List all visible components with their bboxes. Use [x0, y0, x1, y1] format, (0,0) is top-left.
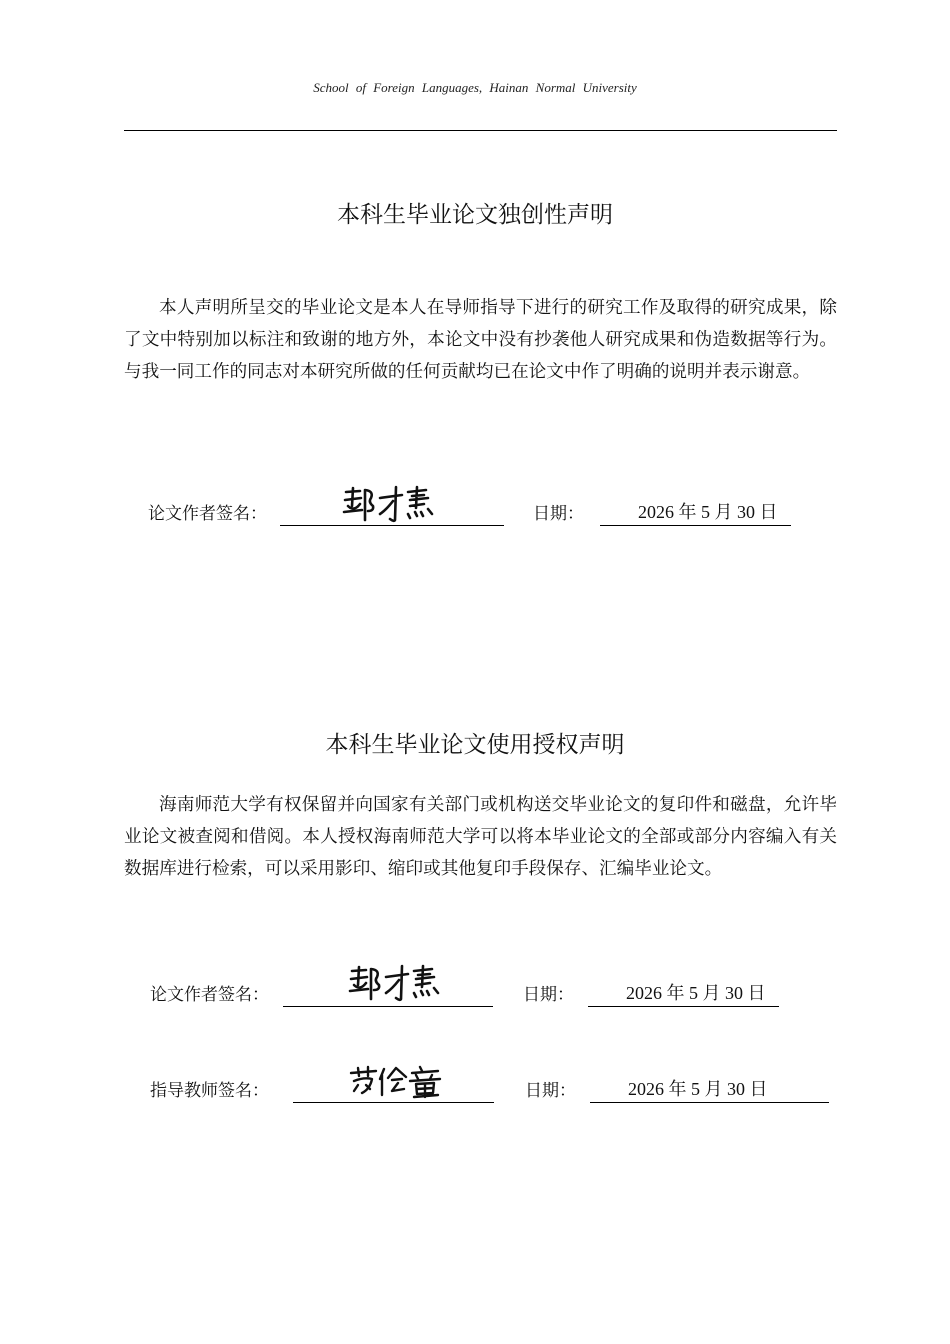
date-line[interactable] — [590, 1102, 829, 1103]
date-label: 日期： — [525, 1081, 576, 1101]
date-label: 日期： — [533, 504, 584, 524]
advisor-signature-line[interactable] — [293, 1102, 494, 1103]
authorization-author-row — [0, 971, 950, 1011]
originality-paragraph: 本人声明所呈交的毕业论文是本人在导师指导下进行的研究工作及取得的研究成果，除了文中特别加以标注和致谢的地方外，本论文中没有抄袭他人研究成果和伪造数据等行为。与我一同工作的同志对本研究所做的任何贡献均已在论文中作了明确的说明并表示谢意。 — [124, 298, 837, 382]
date-value: 2026 年 5 月 30 日 — [628, 1079, 768, 1099]
running-header: School of Foreign Languages, Hainan Normal University — [313, 80, 637, 95]
authorization-paragraph: 海南师范大学有权保留并向国家有关部门或机构送交毕业论文的复印件和磁盘，允许毕业论文被查阅和借阅。本人授权海南师范大学可以将本毕业论文的全部或部分内容编入有关数据库进行检索，可以采用影印、缩印或其他复印手段保存、汇编毕业论文。 — [124, 795, 837, 879]
author-signature-label: 论文作者签名： — [150, 985, 269, 1005]
originality-title: 本科生毕业论文独创性声明 — [337, 202, 613, 228]
date-line[interactable] — [600, 525, 791, 526]
authorization-advisor-row — [0, 1067, 950, 1107]
header-rule — [124, 130, 837, 131]
author-signature-label: 论文作者签名： — [148, 504, 267, 524]
date-value: 2026 年 5 月 30 日 — [638, 502, 778, 522]
advisor-signature-label: 指导教师签名： — [150, 1081, 269, 1101]
date-line[interactable] — [588, 1006, 779, 1007]
author-handwritten-signature — [340, 484, 440, 528]
author-handwritten-signature — [346, 963, 446, 1007]
date-label: 日期： — [523, 985, 574, 1005]
advisor-handwritten-signature — [348, 1065, 444, 1099]
originality-signature-row — [0, 490, 950, 530]
authorization-title: 本科生毕业论文使用授权声明 — [325, 732, 625, 758]
date-value: 2026 年 5 月 30 日 — [626, 983, 766, 1003]
